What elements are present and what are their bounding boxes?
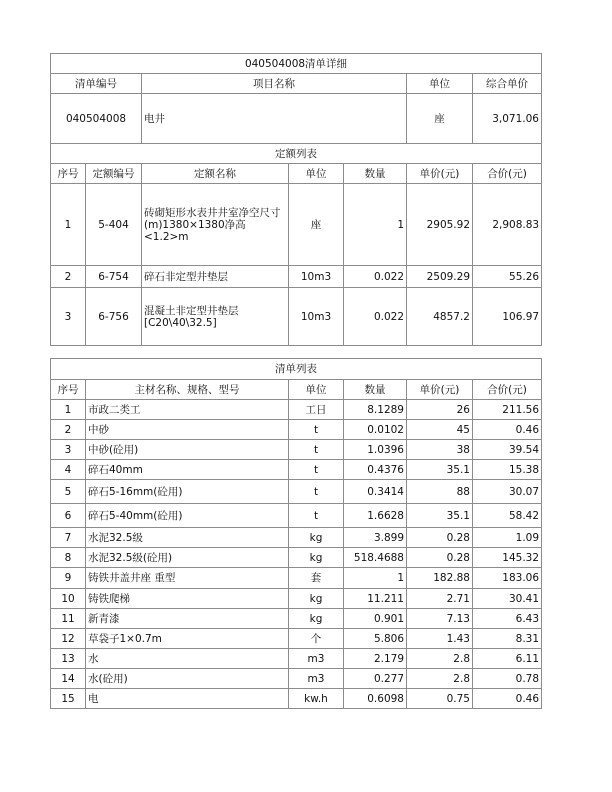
quota-cell-unit: 10m3 [289, 288, 344, 346]
document-title: 040504008清单详细 [51, 54, 542, 74]
materials-cell-unit: kw.h [289, 689, 344, 709]
materials-cell-name: 水泥32.5级 [86, 528, 289, 548]
quota-header-row [51, 164, 542, 184]
materials-cell-price: 35.1 [407, 460, 473, 480]
materials-header-price: 单价(元) [407, 380, 473, 400]
quota-header-unit: 单位 [289, 164, 344, 184]
materials-cell-price: 2.8 [407, 669, 473, 689]
materials-cell-qty: 518.4688 [344, 548, 407, 568]
materials-row [51, 400, 542, 420]
item-code: 040504008 [51, 94, 142, 144]
materials-cell-no: 8 [51, 548, 86, 568]
quota-row [51, 184, 542, 266]
quota-header-name: 定额名称 [142, 164, 289, 184]
materials-cell-no: 7 [51, 528, 86, 548]
quota-cell-total: 55.26 [473, 266, 542, 288]
materials-cell-qty: 0.277 [344, 669, 407, 689]
materials-cell-no: 14 [51, 669, 86, 689]
materials-cell-qty: 3.899 [344, 528, 407, 548]
materials-header-no: 序号 [51, 380, 86, 400]
materials-cell-total: 183.06 [473, 568, 542, 589]
quota-header-total: 合价(元) [473, 164, 542, 184]
materials-cell-no: 13 [51, 649, 86, 669]
materials-cell-total: 1.09 [473, 528, 542, 548]
materials-cell-total: 6.11 [473, 649, 542, 669]
materials-cell-name: 碎石5-40mm(砼用) [86, 504, 289, 528]
quota-cell-code: 5-404 [86, 184, 142, 266]
quota-cell-no: 3 [51, 288, 86, 346]
materials-cell-total: 39.54 [473, 440, 542, 460]
col-header-price: 综合单价 [473, 74, 542, 94]
materials-cell-name: 电 [86, 689, 289, 709]
materials-cell-unit: m3 [289, 669, 344, 689]
materials-cell-total: 0.46 [473, 689, 542, 709]
quota-cell-code: 6-754 [86, 266, 142, 288]
materials-header-row [51, 380, 542, 400]
quota-cell-qty: 1 [344, 184, 407, 266]
quota-row [51, 266, 542, 288]
materials-cell-name: 铸铁井盖井座 重型 [86, 568, 289, 589]
materials-row [51, 589, 542, 609]
materials-cell-qty: 1.0396 [344, 440, 407, 460]
quota-cell-qty: 0.022 [344, 288, 407, 346]
materials-table [50, 358, 542, 709]
materials-cell-name: 草袋子1×0.7m [86, 629, 289, 649]
quota-cell-price: 2905.92 [407, 184, 473, 266]
col-header-code: 清单编号 [51, 74, 142, 94]
materials-cell-no: 2 [51, 420, 86, 440]
materials-cell-unit: t [289, 420, 344, 440]
materials-cell-qty: 2.179 [344, 649, 407, 669]
materials-cell-price: 2.71 [407, 589, 473, 609]
materials-row [51, 440, 542, 460]
materials-cell-unit: kg [289, 528, 344, 548]
materials-cell-no: 9 [51, 568, 86, 589]
materials-row [51, 568, 542, 589]
materials-row [51, 609, 542, 629]
quota-cell-qty: 0.022 [344, 266, 407, 288]
materials-row [51, 689, 542, 709]
materials-cell-price: 182.88 [407, 568, 473, 589]
materials-cell-no: 6 [51, 504, 86, 528]
materials-cell-no: 15 [51, 689, 86, 709]
materials-cell-no: 5 [51, 480, 86, 504]
materials-cell-unit: t [289, 440, 344, 460]
quota-cell-code: 6-756 [86, 288, 142, 346]
materials-cell-unit: 个 [289, 629, 344, 649]
materials-cell-name: 碎石40mm [86, 460, 289, 480]
materials-cell-unit: 套 [289, 568, 344, 589]
materials-section-row [51, 359, 542, 380]
materials-cell-qty: 8.1289 [344, 400, 407, 420]
quota-cell-name: 碎石非定型井垫层 [142, 266, 289, 288]
materials-row [51, 649, 542, 669]
col-header-name: 项目名称 [142, 74, 407, 94]
materials-cell-unit: kg [289, 548, 344, 568]
materials-row [51, 548, 542, 568]
materials-cell-unit: 工日 [289, 400, 344, 420]
quota-cell-name: 砖砌矩形水表井井室净空尺寸(m)1380×1380净高<1.2>m [142, 184, 289, 266]
materials-cell-name: 水泥32.5级(砼用) [86, 548, 289, 568]
materials-row [51, 528, 542, 548]
quota-header-no: 序号 [51, 164, 86, 184]
quota-cell-name: 混凝土非定型井垫层[C20\40\32.5] [142, 288, 289, 346]
materials-cell-price: 2.8 [407, 649, 473, 669]
item-name: 电井 [142, 94, 407, 144]
materials-cell-qty: 0.3414 [344, 480, 407, 504]
materials-cell-qty: 0.901 [344, 609, 407, 629]
materials-cell-unit: kg [289, 589, 344, 609]
quota-header-qty: 数量 [344, 164, 407, 184]
quota-section-title: 定额列表 [51, 144, 542, 164]
materials-cell-price: 0.28 [407, 528, 473, 548]
materials-cell-total: 8.31 [473, 629, 542, 649]
materials-header-name: 主材名称、规格、型号 [86, 380, 289, 400]
materials-cell-qty: 1 [344, 568, 407, 589]
quota-cell-no: 2 [51, 266, 86, 288]
materials-cell-total: 0.78 [473, 669, 542, 689]
quota-cell-no: 1 [51, 184, 86, 266]
item-unit: 座 [407, 94, 473, 144]
materials-cell-unit: m3 [289, 649, 344, 669]
materials-cell-unit: t [289, 480, 344, 504]
materials-cell-unit: t [289, 460, 344, 480]
materials-cell-name: 中砂 [86, 420, 289, 440]
materials-cell-name: 市政二类工 [86, 400, 289, 420]
materials-cell-total: 211.56 [473, 400, 542, 420]
materials-cell-total: 30.41 [473, 589, 542, 609]
materials-cell-no: 10 [51, 589, 86, 609]
materials-row [51, 480, 542, 504]
quota-row [51, 288, 542, 346]
materials-cell-total: 58.42 [473, 504, 542, 528]
materials-cell-no: 11 [51, 609, 86, 629]
materials-cell-no: 12 [51, 629, 86, 649]
materials-cell-price: 88 [407, 480, 473, 504]
quota-cell-total: 2,908.83 [473, 184, 542, 266]
materials-cell-price: 7.13 [407, 609, 473, 629]
quota-cell-unit: 10m3 [289, 266, 344, 288]
materials-cell-price: 0.28 [407, 548, 473, 568]
materials-cell-no: 3 [51, 440, 86, 460]
quota-cell-total: 106.97 [473, 288, 542, 346]
quota-header-price: 单价(元) [407, 164, 473, 184]
materials-cell-total: 15.38 [473, 460, 542, 480]
materials-cell-name: 水 [86, 649, 289, 669]
quota-cell-price: 2509.29 [407, 266, 473, 288]
materials-cell-price: 45 [407, 420, 473, 440]
materials-cell-qty: 1.6628 [344, 504, 407, 528]
materials-cell-no: 4 [51, 460, 86, 480]
materials-cell-qty: 5.806 [344, 629, 407, 649]
materials-section-title: 清单列表 [51, 359, 542, 380]
quota-table [50, 143, 542, 346]
materials-cell-total: 145.32 [473, 548, 542, 568]
materials-cell-price: 1.43 [407, 629, 473, 649]
materials-cell-name: 新青漆 [86, 609, 289, 629]
materials-cell-name: 铸铁爬梯 [86, 589, 289, 609]
summary-table [50, 53, 542, 144]
materials-cell-no: 1 [51, 400, 86, 420]
quota-header-code: 定额编号 [86, 164, 142, 184]
materials-row [51, 420, 542, 440]
materials-cell-name: 水(砼用) [86, 669, 289, 689]
materials-cell-unit: t [289, 504, 344, 528]
materials-cell-name: 碎石5-16mm(砼用) [86, 480, 289, 504]
materials-header-unit: 单位 [289, 380, 344, 400]
materials-cell-price: 35.1 [407, 504, 473, 528]
materials-cell-qty: 0.6098 [344, 689, 407, 709]
materials-cell-unit: kg [289, 609, 344, 629]
materials-cell-total: 0.46 [473, 420, 542, 440]
col-header-unit: 单位 [407, 74, 473, 94]
materials-cell-qty: 0.4376 [344, 460, 407, 480]
quota-cell-price: 4857.2 [407, 288, 473, 346]
quota-section-row [51, 144, 542, 164]
quota-cell-unit: 座 [289, 184, 344, 266]
item-price: 3,071.06 [473, 94, 542, 144]
materials-header-total: 合价(元) [473, 380, 542, 400]
materials-cell-qty: 0.0102 [344, 420, 407, 440]
materials-row [51, 504, 542, 528]
materials-cell-qty: 11.211 [344, 589, 407, 609]
materials-cell-price: 26 [407, 400, 473, 420]
materials-cell-total: 30.07 [473, 480, 542, 504]
materials-header-qty: 数量 [344, 380, 407, 400]
materials-cell-name: 中砂(砼用) [86, 440, 289, 460]
materials-cell-total: 6.43 [473, 609, 542, 629]
materials-row [51, 460, 542, 480]
materials-row [51, 629, 542, 649]
materials-cell-price: 0.75 [407, 689, 473, 709]
materials-cell-price: 38 [407, 440, 473, 460]
materials-row [51, 669, 542, 689]
